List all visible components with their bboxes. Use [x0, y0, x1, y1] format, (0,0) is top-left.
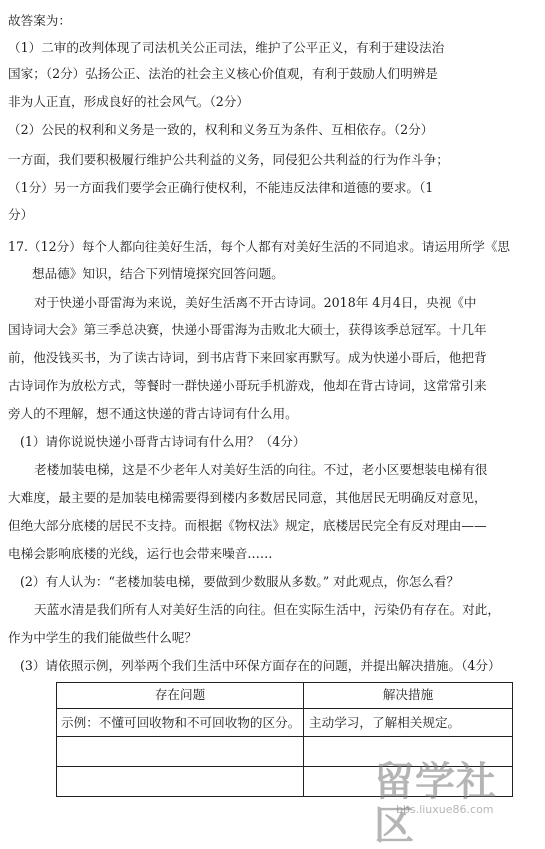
question-17-stem: 17.（12分）每个人都向往美好生活，每个人都有对美好生活的不同追求。请运用所学《思 [8, 239, 511, 254]
watermark-url: bbs.liuxue86.com [396, 803, 494, 816]
scenario-paragraph-1: 国诗词大会》第三季总决赛，快递小哥雷海为击败北大硕士，获得该季总冠军。十几年 [8, 322, 487, 337]
answer-line: 一方面，我们要积极履行维护公共利益的义务，同侵犯公共利益的行为作斗争； [8, 152, 449, 167]
sub-question-3: (3）请依照示例，列举两个我们生活中环保方面存在的问题，并提出解决措施。（4分） [20, 658, 501, 673]
answer-heading: 故答案为： [8, 13, 71, 28]
site-watermark [374, 759, 534, 849]
scenario-paragraph-1: 前，他没钱买书，为了读古诗词，到书店背下来回家再默写。成为快递小哥后，他把背 [8, 350, 487, 365]
scenario-paragraph-2: 老楼加装电梯，这是不少老年人对美好生活的向往。不过，老小区要想装电梯有很 [34, 462, 488, 477]
answer-line: 非为人正直，形成良好的社会风气。（2分） [8, 94, 249, 109]
scenario-paragraph-1: 古诗词作为放松方式，等餐时一群快递小哥玩手机游戏，他却在背古诗词，这常常引来 [8, 378, 487, 393]
scenario-paragraph-2: 大难度，最主要的是加装电梯需要得到楼内多数居民同意，其他居民无明确反对意见， [8, 490, 487, 505]
scenario-paragraph-1: 旁人的不理解，想不通这快递的背古诗词有什么用。 [8, 406, 298, 421]
scenario-paragraph-2: 但绝大部分底楼的居民不支持。而根据《物权法》规定，底楼居民完全有反对理由—— [8, 518, 487, 533]
scenario-paragraph-3: 作为中学生的我们能做些什么呢？ [8, 630, 197, 645]
table-header-solution: 解决措施 [382, 687, 434, 702]
answer-line: 分） [8, 207, 34, 222]
table-row [57, 708, 512, 736]
answer-line: （2）公民的权利和义务是一致的，权利和义务互为条件、互相依存。（2分） [8, 122, 434, 137]
sub-question-1: (1）请你说说快递小哥背古诗词有什么用？（4分） [20, 434, 306, 449]
question-17-stem: 想品德》知识，结合下列情境探究回答问题。 [32, 266, 284, 281]
scenario-paragraph-2: 电梯会影响底楼的光线，运行也会带来噪音…… [8, 546, 273, 561]
table-cell-example-problem: 示例：不懂可回收物和不可回收物的区分。 [61, 715, 301, 730]
scenario-paragraph-1: 对于快递小哥雷海为来说，美好生活离不开古诗词。2018年 4月4日，央视《中 [34, 295, 477, 310]
answer-line: （1分）另一方面我们要学会正确行使权利，不能违反法律和道德的要求。（1 [8, 180, 434, 195]
watermark-logo-text: 留学社区 [374, 759, 497, 849]
sub-question-2: (2）有人认为：“老楼加装电梯，要做到少数服从多数。” 对此观点，你怎么看？ [20, 574, 460, 589]
table-header-problem: 存在问题 [154, 687, 206, 702]
answer-line: （1）二审的改判体现了司法机关公正司法，维护了公平正义，有利于建设法治 [8, 40, 445, 55]
scenario-paragraph-3: 天蓝水清是我们所有人对美好生活的向往。但在实际生活中，污染仍有存在。对此， [34, 602, 500, 617]
answer-line: 国家；（2分）弘扬公正、法治的社会主义核心价值观，有利于鼓励人们明辨是 [8, 66, 438, 81]
table-cell-example-solution: 主动学习，了解相关规定。 [309, 715, 461, 730]
